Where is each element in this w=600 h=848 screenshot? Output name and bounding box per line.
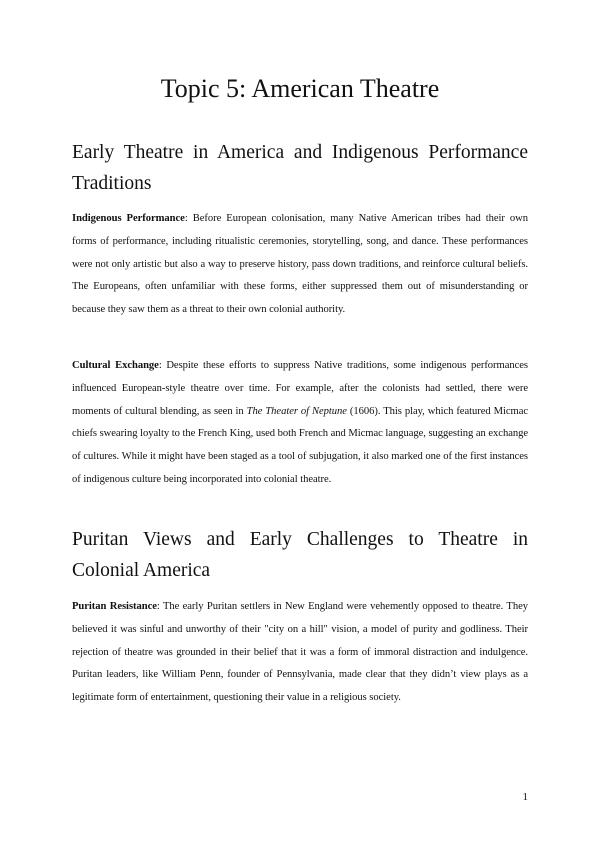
paragraph-indigenous-performance xyxy=(72,208,528,322)
play-title: The Theater of Neptune xyxy=(246,405,347,417)
paragraph-text: : Despite these efforts to suppress Native traditions, some indigenous performances influenced European-style theatre over time. For example, after the colonists had settled, there were moments of cultural blending, as seen in xyxy=(72,360,528,417)
term-indigenous-performance: Indigenous Performance xyxy=(72,213,185,224)
section-heading-line-1: Puritan Views and Early Challenges to Theatre in xyxy=(72,529,528,550)
paragraph-cultural-exchange xyxy=(72,355,528,492)
paragraph-text: : The early Puritan settlers in New England were vehemently opposed to theatre. They believed it was sinful and unworthy of their "city on a hill" vision, a model of purity and godliness. Their rejection of theatre was grounded in their belief that it was a form of immoral distraction and indulgence. Puritan leaders, like William Penn, founder of Pennsylvania, made clear that they didn’t view plays as a legitimate form of entertainment, questioning their value in a religious society. xyxy=(72,601,528,704)
term-cultural-exchange: Cultural Exchange xyxy=(72,360,159,371)
page-number: 1 xyxy=(522,791,528,803)
paragraph-text: : Before European colonisation, many Native American tribes had their own forms of performance, including ritualistic ceremonies, storytelling, song, and dance. These performances were not only artistic but also a way to preserve history, pass down traditions, and reinforce cultural beliefs. The Europeans, often unfamiliar with these forms, either suppressed them out of misunderstanding or because they saw them as a threat to their own colonial authority. xyxy=(72,213,529,316)
term-puritan-resistance: Puritan Resistance xyxy=(72,601,157,612)
section-heading-puritan xyxy=(72,524,528,586)
page-title: Topic 5: American Theatre xyxy=(160,74,440,103)
paragraph-puritan-resistance xyxy=(72,596,528,710)
paragraph-text: (1606). This play, which featured Micmac chiefs swearing loyalty to the French King, used both French and Micmac language, suggesting an exchange of cultures. While it might have been staged as a tool of subjugation, it also marked one of the first instances of indigenous culture being incorporated into colonial theatre. xyxy=(72,405,528,485)
section-heading-indigenous: Early Theatre in America and Indigenous Performance Traditions xyxy=(72,142,528,194)
section-heading-line-2: Colonial America xyxy=(72,560,211,581)
